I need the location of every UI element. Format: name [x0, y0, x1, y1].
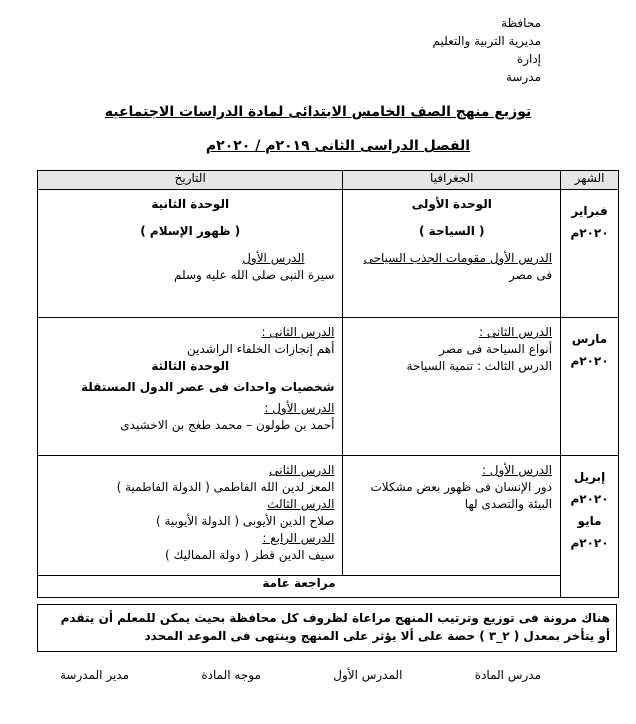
hist-l3-label: الدرس الثالث: [267, 497, 335, 511]
geo-lesson3: الدرس الثالث : تنمية السياحة: [406, 359, 553, 373]
table-row: [38, 456, 619, 576]
geo-unit-title: ( السياحة ): [419, 224, 485, 238]
month-cell: [561, 190, 619, 318]
hist-lesson1-label: الدرس الأول :: [264, 401, 335, 415]
month-name: إبريل: [573, 470, 606, 484]
signature-supervisor: موجه المادة: [201, 668, 261, 682]
geo-lesson-label: الدرس الأول :: [481, 463, 553, 477]
header-month: الشهر: [561, 171, 619, 190]
month-name: مارس: [571, 332, 608, 346]
geo-lesson-cont: البيئة والتصدى لها: [464, 497, 553, 511]
geo-lesson: دور الإنسان فى ظهور بعض مشكلات: [370, 480, 553, 494]
review-row: [38, 576, 619, 598]
hist-l2: المعز لدين الله الفاطمى ( الدولة الفاطمية ): [116, 480, 335, 494]
geo-lesson2-label: الدرس الثانى :: [479, 325, 553, 339]
table-row: [38, 318, 619, 456]
geography-cell: [343, 318, 561, 456]
signatures: [60, 668, 541, 682]
hist-lesson-label: الدرس الأول: [242, 251, 305, 265]
history-cell: [38, 190, 343, 318]
administration-label: إدارة: [516, 52, 541, 66]
hist-l2-label: الدرس الثانى: [269, 463, 335, 477]
month-year-2: ٢٠٢٠م: [570, 536, 609, 550]
geography-cell: [343, 456, 561, 576]
hist-l4: سيف الدين قطز ( دولة المماليك ): [165, 548, 335, 562]
geo-lesson: الدرس الأول مقومات الجذب السياحى: [363, 251, 553, 265]
hist-lesson: سيرة النبى صلى الله عليه وسلم: [174, 268, 335, 282]
table-row: [38, 190, 619, 318]
curriculum-table: [37, 170, 619, 598]
hist-unit3: الوحدة الثالثة: [151, 359, 230, 373]
directorate-label: مديرية التربية والتعليم: [432, 34, 541, 48]
header-geography: الجغرافيا: [343, 171, 561, 190]
geo-lesson-cont: فى مصر: [509, 268, 553, 282]
document-title: توزيع منهج الصف الخامس الابتدائى لمادة الدراسات الاجتماعيه: [104, 104, 532, 120]
signature-principal: مدير المدرسة: [60, 668, 130, 682]
school-header: [433, 14, 542, 86]
table-header-row: [38, 171, 619, 190]
month-year: ٢٠٢٠م: [570, 226, 609, 240]
geo-unit: الوحدة الأولى: [411, 197, 492, 211]
review-label: مراجعة عامة: [262, 576, 336, 590]
general-review: [38, 576, 561, 598]
hist-lesson2: أهم إنجازات الخلفاء الراشدين: [187, 342, 335, 356]
governorate-label: محافظة: [501, 16, 541, 30]
signature-subject-teacher: مدرس المادة: [474, 668, 541, 682]
month-name: فبراير: [571, 204, 608, 218]
signature-senior-teacher: المدرس الأول: [333, 668, 403, 682]
history-cell: [38, 456, 343, 576]
hist-lesson1: أحمد بن طولون – محمد طغج بن الاخشيدى: [120, 418, 335, 432]
geo-lesson2: أنواع السياحة فى مصر: [439, 342, 553, 356]
hist-unit3-title: شخصيات واحداث فى عصر الدول المستقلة: [81, 380, 335, 394]
hist-unit-title: ( ظهور الإسلام ): [140, 224, 241, 238]
hist-l3: صلاح الدين الأيوبى ( الدولة الأيوبية ): [156, 514, 335, 528]
flexibility-note: [37, 604, 617, 652]
note-line-2: أو يتأخر بمعدل ( ٢_٣ ) حصة على ألا يؤثر على المنهج وينتهى فى الموعد المحدد: [144, 629, 610, 643]
month-name-2: مايو: [577, 514, 602, 528]
hist-l4-label: الدرس الرابع :: [262, 531, 335, 545]
header-history: التاريخ: [38, 171, 343, 190]
school-label: مدرسة: [505, 70, 541, 84]
month-year: ٢٠٢٠م: [570, 492, 609, 506]
hist-lesson2-label: الدرس الثانى :: [261, 325, 335, 339]
month-cell: [561, 456, 619, 598]
month-year: ٢٠٢٠م: [570, 354, 609, 368]
month-cell: [561, 318, 619, 456]
geography-cell: [343, 190, 561, 318]
note-line-1: هناك مرونة فى توزيع وترتيب المنهج مراعاة لظروف كل محافظة بحيث يمكن للمعلم أن يتقدم: [60, 611, 610, 625]
document-subtitle: الفصل الدراسى الثانى ٢٠١٩م / ٢٠٢٠م: [205, 138, 471, 154]
history-cell: [38, 318, 343, 456]
hist-unit: الوحدة الثانية: [151, 197, 230, 211]
